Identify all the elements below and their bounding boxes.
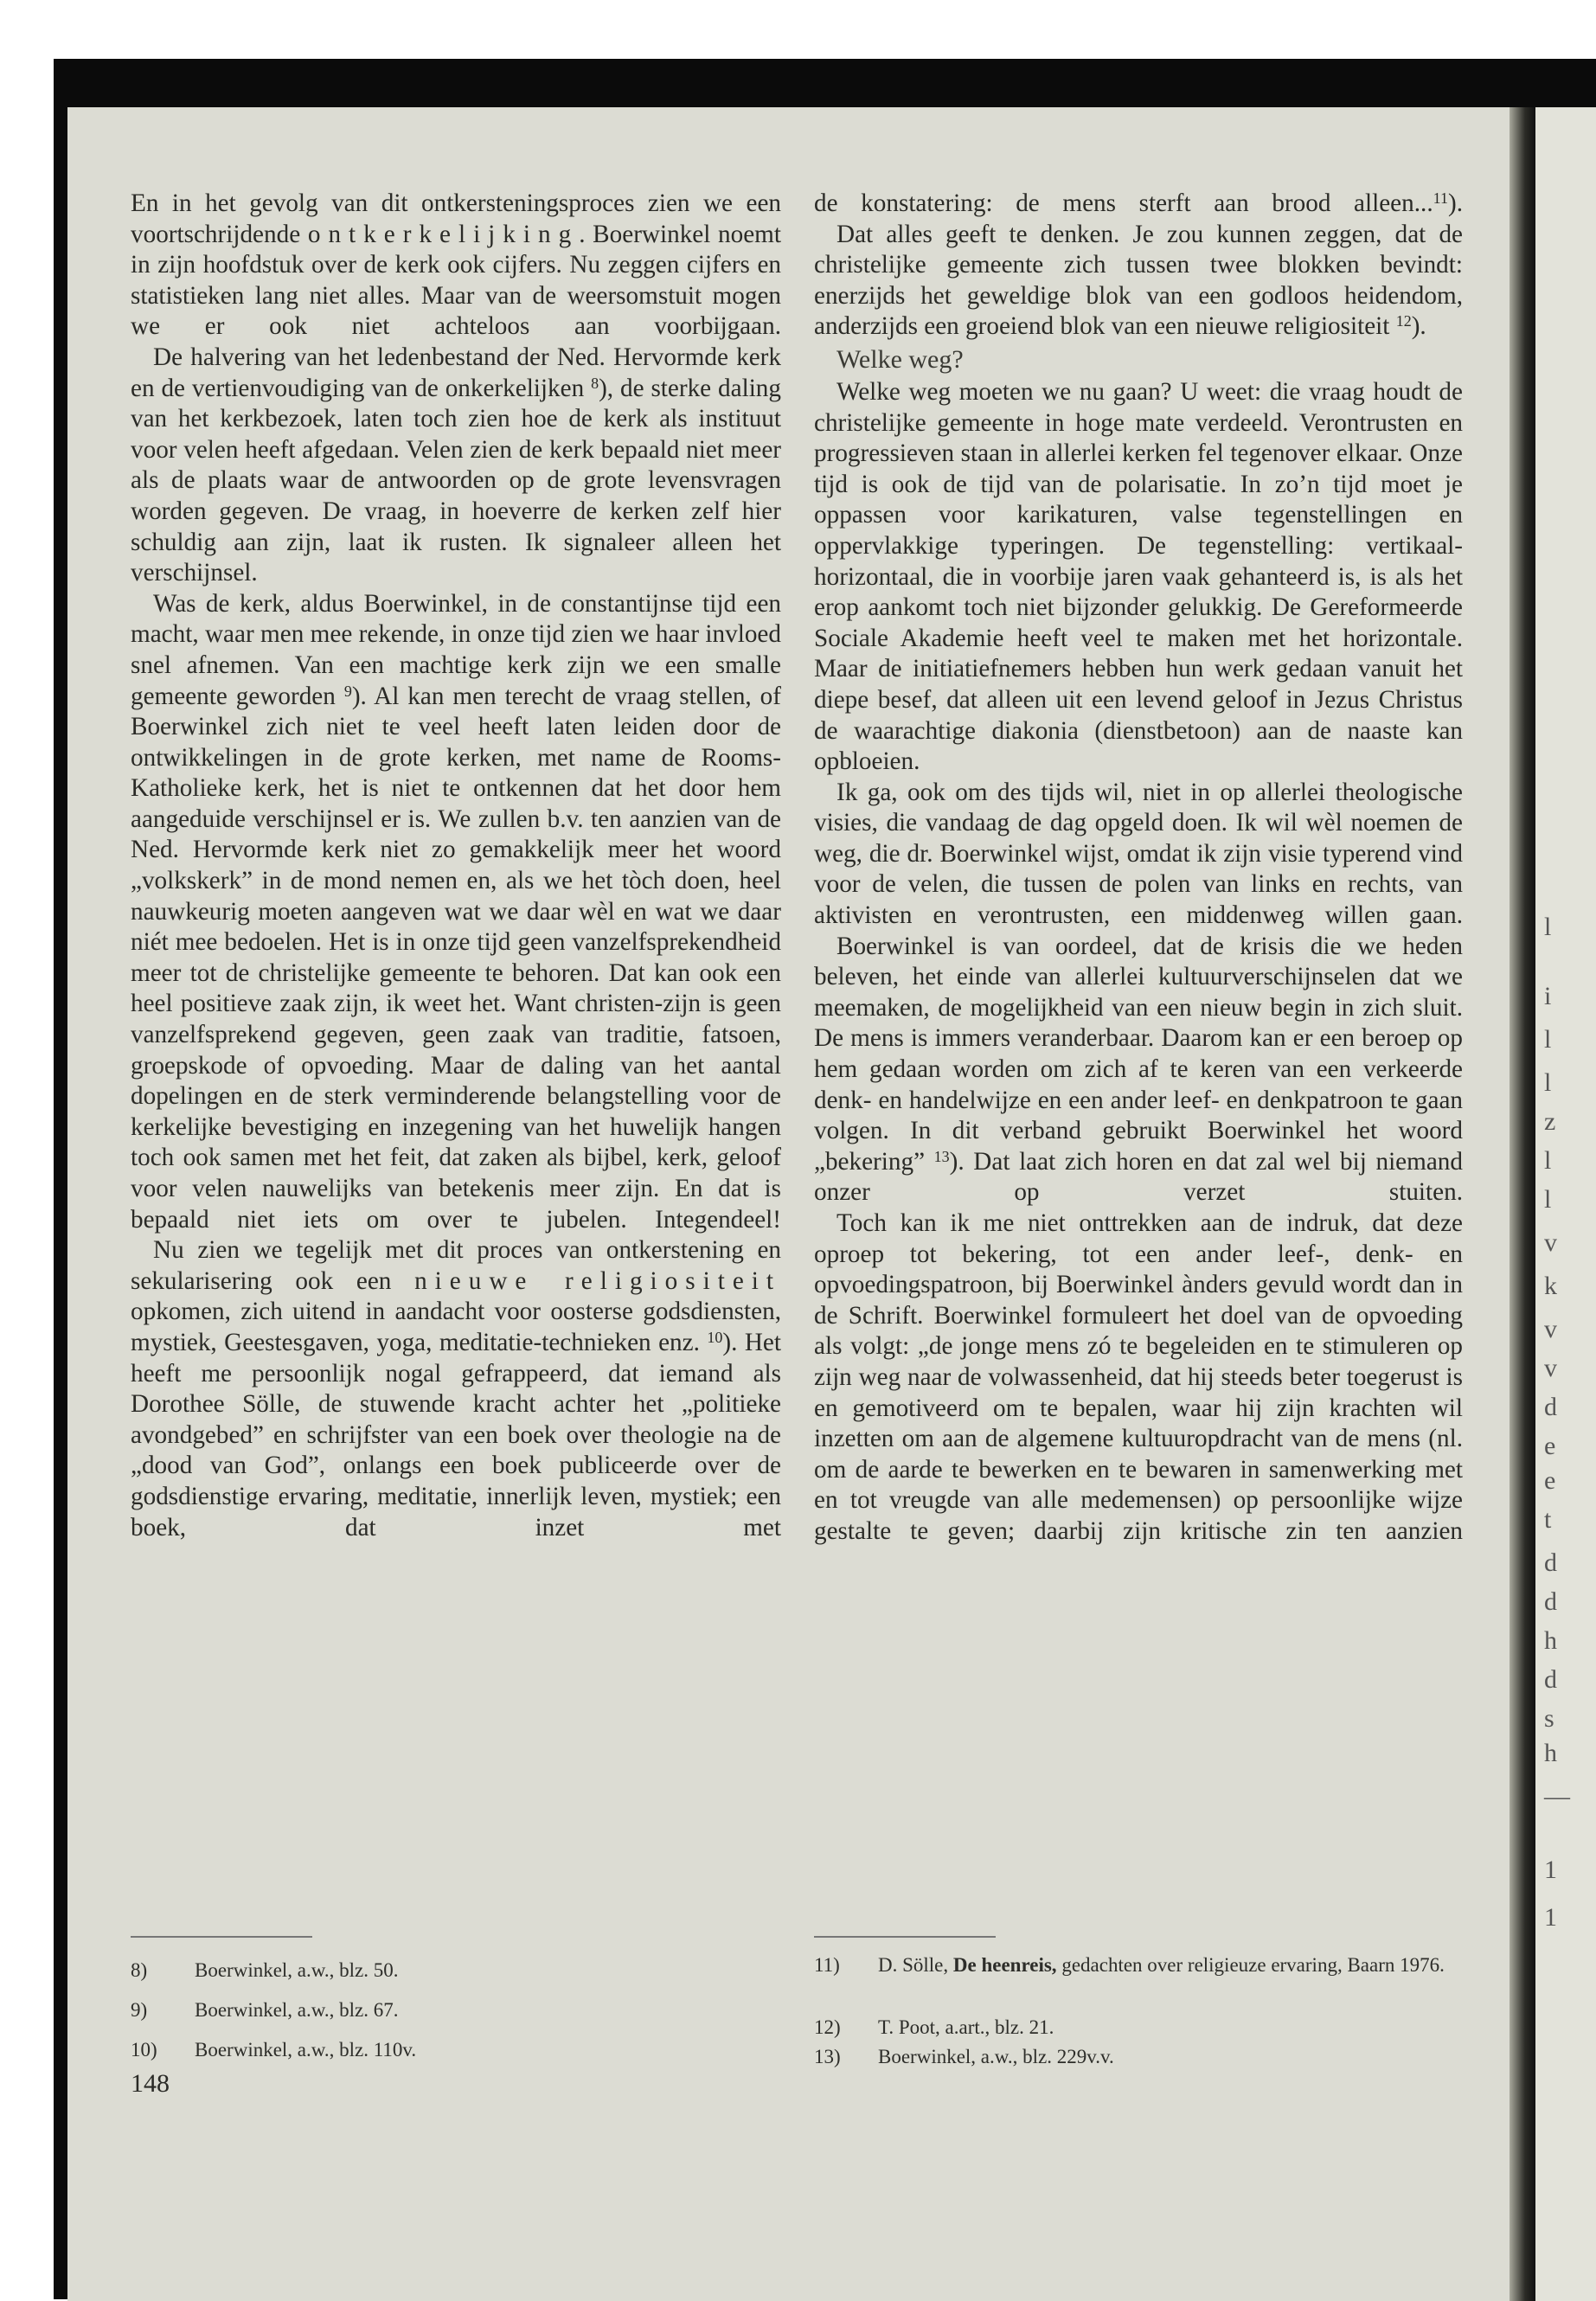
footnote: 8) Boerwinkel, a.w., blz. 50. [131,1959,399,1981]
next-page-glyph: e [1544,1432,1556,1460]
next-page-glyph: l [1544,1068,1552,1097]
next-page-glyph: t [1544,1505,1552,1534]
next-page-glyph: l [1544,1146,1552,1175]
footnote: 13) Boerwinkel, a.w., blz. 229v.v. [814,2046,1114,2067]
footnote-rule-left [131,1936,312,1938]
right-column [814,189,1463,1548]
left-column [131,189,781,1543]
footnote-ref: 12 [1395,312,1412,330]
paragraph: Was de kerk, aldus Boerwinkel, in de constantijnse tijd een macht, waar men mee rekende, in onze tijd zien we haar invloed snel afnemen. Van een machtige kerk zijn we een smalle gemeente geworden $^9$). Al kan men terecht de vraag stellen, of Boerwinkel zich niet te veel heeft laten leiden door de ontwikkelingen in de grote kerken, met name de Rooms-Katholieke kerk, het is niet te ontkennen dat het door hem aangeduide verschijnsel er is. We zullen b.v. ten aanzien van de Ned. Hervormde kerk niet zo gemakkelijk meer het woord „volkskerk” in de mond nemen en, als we het tòch doen, heel nauwkeurig moeten aangeven wat we daar wèl en wat we daar niét mee bedoelen. Het is in onze tijd geen vanzelfsprekendheid meer tot de christelijke gemeente te behoren. Dat kan ook een heel positieve zaak zijn, ik weet het. Want christen-zijn is geen vanzelfsprekend gegeven, geen zaak van traditie, fatsoen, groepskode of opvoeding. Maar de daling van het aantal dopelingen en de sterk verminderende belangstelling voor de kerkelijke bevestiging en inzegening van het huwelijk hangen toch ook samen met het feit, dat zaken als bijbel, kerk, geloof voor velen nauwelijks van betekenis meer zijn. En dat is bepaald niet iets om over te jubelen. Integendeel! [131,589,781,1234]
next-page-glyph: v [1544,1354,1557,1382]
paragraph: En in het gevolg van dit ontkersteningsproces zien we een voortschrijdende ontkerkelijking. Boerwinkel noemt in zijn hoofdstuk over de kerk ook cijfers. Nu zeggen cijfers en statistieken lang niet alles. Maar van de weersomstuit mogen we er ook niet achteloos aan voorbijgaan. [131,189,781,341]
next-page-glyph: l [1544,1025,1552,1054]
next-page-glyph: i [1544,982,1552,1010]
next-page-glyph: v [1544,1315,1557,1343]
paragraph: Nu zien we tegelijk met dit proces van ontkerstening en sekularisering ook een nieuwe religiositeit opkomen, zich uitend in aandacht voor oosterse godsdiensten, mystiek, Geestesgaven, yoga, meditatie-technieken enz. $^{10}$). Het heeft me persoonlijk nogal gefrappeerd, dat iemand als Dorothee Sölle, de stuwende kracht achter het „politieke avondgebed” en schrijfster van een boek over theologie na de „dood van God”, onlangs een boek publiceerde over de godsdienstige ervaring, meditatie, innerlijk leven, mystiek; een boek, dat inzet met [131,1236,781,1541]
footnote-ref: 10 [707,1328,723,1346]
paragraph: de konstatering: de mens sterft aan brood alleen...$^{11}$). [814,189,1463,217]
footnote-ref: 11 [1433,189,1448,207]
paragraph: Toch kan ik me niet onttrekken aan de indruk, dat deze oproep tot bekering, tot een ander leef-, denk- en opvoedingspatroon, bij Boerwinkel ànders gevuld wordt dan in de Schrift. Boerwinkel formuleert het doel van de opvoeding als volgt: „de jonge mens zó te begeleiden en te stimuleren op zijn weg naar de volwassenheid, dat hij steeds beter toegerust is en gemotiveerd om te bepalen, waar hij zijn krachten wil inzetten om aan de algemene kultuuropdracht van de mens (nl. om de aarde te bewerken en te bewaren in samenwerking met en tot vreugde van alle medemensen) op persoonlijke wijze gestalte te geven; daarbij zijn kritische zin ten aanzien [814,1209,1463,1545]
paragraph: Ik ga, ook om des tijds wil, niet in op allerlei theologische visies, die vandaag de dag opgeld doen. Ik wil wèl noemen de weg, die dr. Boerwinkel wijst, omdat ik zijn visie typerend vind voor de velen, die tussen de polen van links en rechts, van aktivisten en verontrusten, een middenweg willen gaan. [814,778,1463,930]
next-page-glyph: — [1544,1782,1570,1811]
next-page-glyph: 1 [1544,1856,1557,1884]
next-page-glyph: d [1544,1548,1557,1577]
footnote: 9) Boerwinkel, a.w., blz. 67. [131,1999,399,2021]
next-page-glyph: k [1544,1272,1557,1300]
next-page-glyph: s [1544,1704,1554,1733]
section-heading: Welke weg? [836,344,964,374]
emphasis-spaced: ontkerkelijking [307,220,580,248]
next-page-glyph: z [1544,1107,1556,1136]
next-page-glyph: h [1544,1739,1557,1767]
page-number: 148 [131,2069,170,2098]
next-page-glyph: d [1544,1393,1557,1421]
footnote: 11) D. Sölle, De heenreis, gedachten over religieuze ervaring, Baarn 1976. [814,1954,1445,1976]
footnote-ref: 13 [933,1147,950,1165]
footnote-ref: 9 [343,682,352,700]
footnote-rule-right [814,1936,996,1938]
paragraph: Boerwinkel is van oordeel, dat de krisis die we heden beleven, het einde van allerlei kultuurverschijnselen dat we meemaken, de mogelijkheid van een nieuw begin in zich sluit. De mens is immers veranderbaar. Daarom kan er een beroep op hem gedaan worden om zich af te keren van een verkeerde denk- en handelwijze en een ander leef- en denkpatroon te gaan volgen. In dit verband gebruikt Boerwinkel het woord „bekering” $^{13}$). Dat laat zich horen en dat zal wel bij niemand onzer op verzet stuiten. [814,932,1463,1207]
next-page-glyph: l [1544,1185,1552,1214]
next-page-edge [1535,107,1596,2301]
page-gutter-shadow [1509,107,1535,2301]
paragraph: Dat alles geeft te denken. Je zou kunnen zeggen, dat de christelijke gemeente zich tussen twee blokken bevindt: enerzijds het geweldige blok van een godloos heidendom, anderzijds een groeiend blok van een nieuwe religiositeit $^{12}$). [814,220,1463,341]
next-page-glyph: d [1544,1587,1557,1616]
emphasis-spaced: nieuwe religiositeit [414,1266,781,1295]
next-page-glyph: h [1544,1626,1557,1655]
paragraph: Welke weg moeten we nu gaan? U weet: die vraag houdt de christelijke gemeente in hoge mate verdeeld. Verontrusten en progressieven staan in allerlei kerken fel tegenover elkaar. Onze tijd is ook de tijd van de polarisatie. In zo’n tijd moet je oppassen voor karikaturen, valse tegenstellingen en oppervlakkige typeringen. De tegenstelling: vertikaal-horizontaal, die in voorbije jaren vaak gehanteerd is, is als het erop aankomt toch niet bijzonder gelukkig. De Gereformeerde Sociale Akademie heeft veel te maken met het horizontale. Maar de initiatiefnemers hebben hun werk gedaan vanuit het diepe besef, dat alleen uit een levend geloof in Jezus Christus de waarachtige diakonia (dienstbetoon) aan de naaste kan opbloeien. [814,377,1463,776]
next-page-glyph: v [1544,1228,1557,1257]
next-page-glyph: d [1544,1665,1557,1694]
scan-border-left [54,59,67,2299]
footnote-ref: 8 [591,374,599,392]
next-page-glyph: l [1544,913,1552,941]
next-page-glyph: 1 [1544,1903,1557,1932]
scan-border-top [54,59,1596,107]
footnote: 12) T. Poot, a.art., blz. 21. [814,2016,1054,2038]
book-title: De heenreis, [952,1954,1057,1976]
paragraph: De halvering van het ledenbestand der Ned. Hervormde kerk en de vertienvoudiging van de onkerkelijken $^8$), de sterke daling van het kerkbezoek, laten toch zien hoe de kerk als instituut voor velen heeft afgedaan. Velen zien de kerk bepaald niet meer als de plaats waar de antwoorden op de grote levensvragen worden gegeven. De vraag, in hoeverre de kerken zelf hier schuldig aan zijn, laat ik rusten. Ik signaleer alleen het verschijnsel. [131,343,781,587]
footnote: 10) Boerwinkel, a.w., blz. 110v. [131,2039,417,2061]
next-page-glyph: e [1544,1466,1556,1495]
